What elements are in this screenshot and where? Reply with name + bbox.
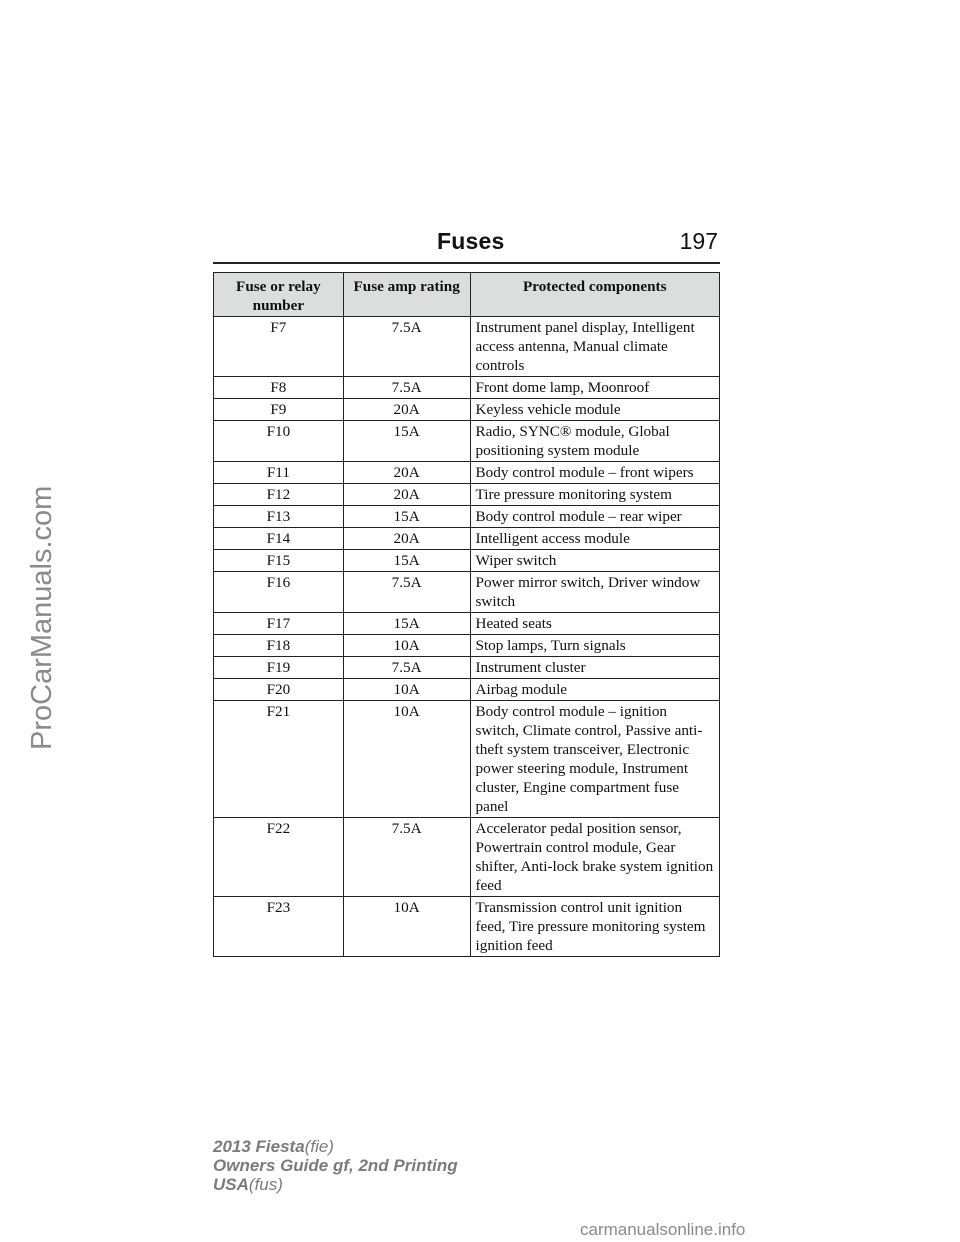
table-row [214, 701, 720, 818]
table-row [214, 399, 720, 421]
table-row [214, 421, 720, 462]
fuse-number-cell: F10 [214, 421, 344, 462]
fuse-amp-cell: 7.5A [343, 657, 470, 679]
protected-components-cell: Instrument cluster [470, 657, 720, 679]
fuse-number-cell: F12 [214, 484, 344, 506]
table-row [214, 550, 720, 572]
fuse-amp-cell: 10A [343, 635, 470, 657]
fuse-amp-cell: 10A [343, 701, 470, 818]
fuse-amp-cell: 7.5A [343, 377, 470, 399]
table-row [214, 657, 720, 679]
footer-market-code: (fus) [248, 1175, 283, 1194]
protected-components-cell: Stop lamps, Turn signals [470, 635, 720, 657]
footer-model: 2013 Fiesta [213, 1137, 305, 1156]
table-row [214, 818, 720, 897]
table-header-row [214, 273, 720, 317]
table-row [214, 317, 720, 377]
footer-line-3 [213, 1175, 458, 1194]
fuse-amp-cell: 15A [343, 506, 470, 528]
fuse-number-cell: F13 [214, 506, 344, 528]
protected-components-cell: Wiper switch [470, 550, 720, 572]
fuse-number-cell: F16 [214, 572, 344, 613]
page-header [213, 228, 720, 264]
footer-line-1 [213, 1137, 458, 1156]
table-row [214, 679, 720, 701]
fuse-amp-cell: 7.5A [343, 572, 470, 613]
protected-components-cell: Radio, SYNC® module, Global positioning system module [470, 421, 720, 462]
fuse-number-cell: F20 [214, 679, 344, 701]
column-header-fuse-number: Fuse or relay number [214, 273, 344, 317]
fuse-amp-cell: 15A [343, 550, 470, 572]
fuse-number-cell: F11 [214, 462, 344, 484]
fuse-amp-cell: 20A [343, 528, 470, 550]
bottom-watermark: carmanualsonline.info [580, 1220, 746, 1239]
fuse-table-body [214, 317, 720, 957]
page-footer [213, 1137, 458, 1194]
protected-components-cell: Body control module – front wipers [470, 462, 720, 484]
fuse-amp-cell: 15A [343, 613, 470, 635]
footer-guide: Owners Guide gf, 2nd Printing [213, 1156, 458, 1175]
fuse-number-cell: F8 [214, 377, 344, 399]
fuse-number-cell: F14 [214, 528, 344, 550]
protected-components-cell: Keyless vehicle module [470, 399, 720, 421]
fuse-amp-cell: 15A [343, 421, 470, 462]
footer-market: USA [213, 1175, 249, 1194]
fuse-number-cell: F15 [214, 550, 344, 572]
protected-components-cell: Accelerator pedal position sensor, Powertrain control module, Gear shifter, Anti-lock brake system ignition feed [470, 818, 720, 897]
protected-components-cell: Transmission control unit ignition feed, Tire pressure monitoring system ignition feed [470, 897, 720, 957]
section-title: Fuses [437, 228, 505, 254]
fuse-amp-cell: 10A [343, 679, 470, 701]
fuse-number-cell: F17 [214, 613, 344, 635]
column-header-fuse-amp: Fuse amp rating [343, 273, 470, 317]
protected-components-cell: Intelligent access module [470, 528, 720, 550]
table-row [214, 572, 720, 613]
table-row [214, 613, 720, 635]
footer-line-2 [213, 1156, 458, 1175]
fuse-amp-cell: 20A [343, 484, 470, 506]
protected-components-cell: Instrument panel display, Intelligent access antenna, Manual climate controls [470, 317, 720, 377]
footer-model-code: (fie) [304, 1137, 334, 1156]
fuse-amp-cell: 10A [343, 897, 470, 957]
column-header-protected-components: Protected components [470, 273, 720, 317]
protected-components-cell: Power mirror switch, Driver window switch [470, 572, 720, 613]
fuse-amp-cell: 20A [343, 399, 470, 421]
fuse-number-cell: F18 [214, 635, 344, 657]
fuse-amp-cell: 7.5A [343, 818, 470, 897]
fuse-table [213, 272, 720, 957]
fuse-number-cell: F9 [214, 399, 344, 421]
table-row [214, 377, 720, 399]
side-watermark: ProCarManuals.com [26, 485, 58, 750]
page-number: 197 [679, 228, 718, 254]
protected-components-cell: Body control module – rear wiper [470, 506, 720, 528]
table-row [214, 528, 720, 550]
fuse-number-cell: F22 [214, 818, 344, 897]
table-row [214, 635, 720, 657]
fuse-number-cell: F7 [214, 317, 344, 377]
protected-components-cell: Tire pressure monitoring system [470, 484, 720, 506]
protected-components-cell: Airbag module [470, 679, 720, 701]
table-row [214, 506, 720, 528]
protected-components-cell: Body control module – ignition switch, Climate control, Passive anti-theft system transceiver, Electronic power steering module, Instrument cluster, Engine compartment fuse panel [470, 701, 720, 818]
fuse-number-cell: F19 [214, 657, 344, 679]
table-row [214, 897, 720, 957]
fuse-number-cell: F21 [214, 701, 344, 818]
fuse-amp-cell: 20A [343, 462, 470, 484]
table-row [214, 462, 720, 484]
fuse-amp-cell: 7.5A [343, 317, 470, 377]
protected-components-cell: Heated seats [470, 613, 720, 635]
fuse-number-cell: F23 [214, 897, 344, 957]
table-row [214, 484, 720, 506]
protected-components-cell: Front dome lamp, Moonroof [470, 377, 720, 399]
